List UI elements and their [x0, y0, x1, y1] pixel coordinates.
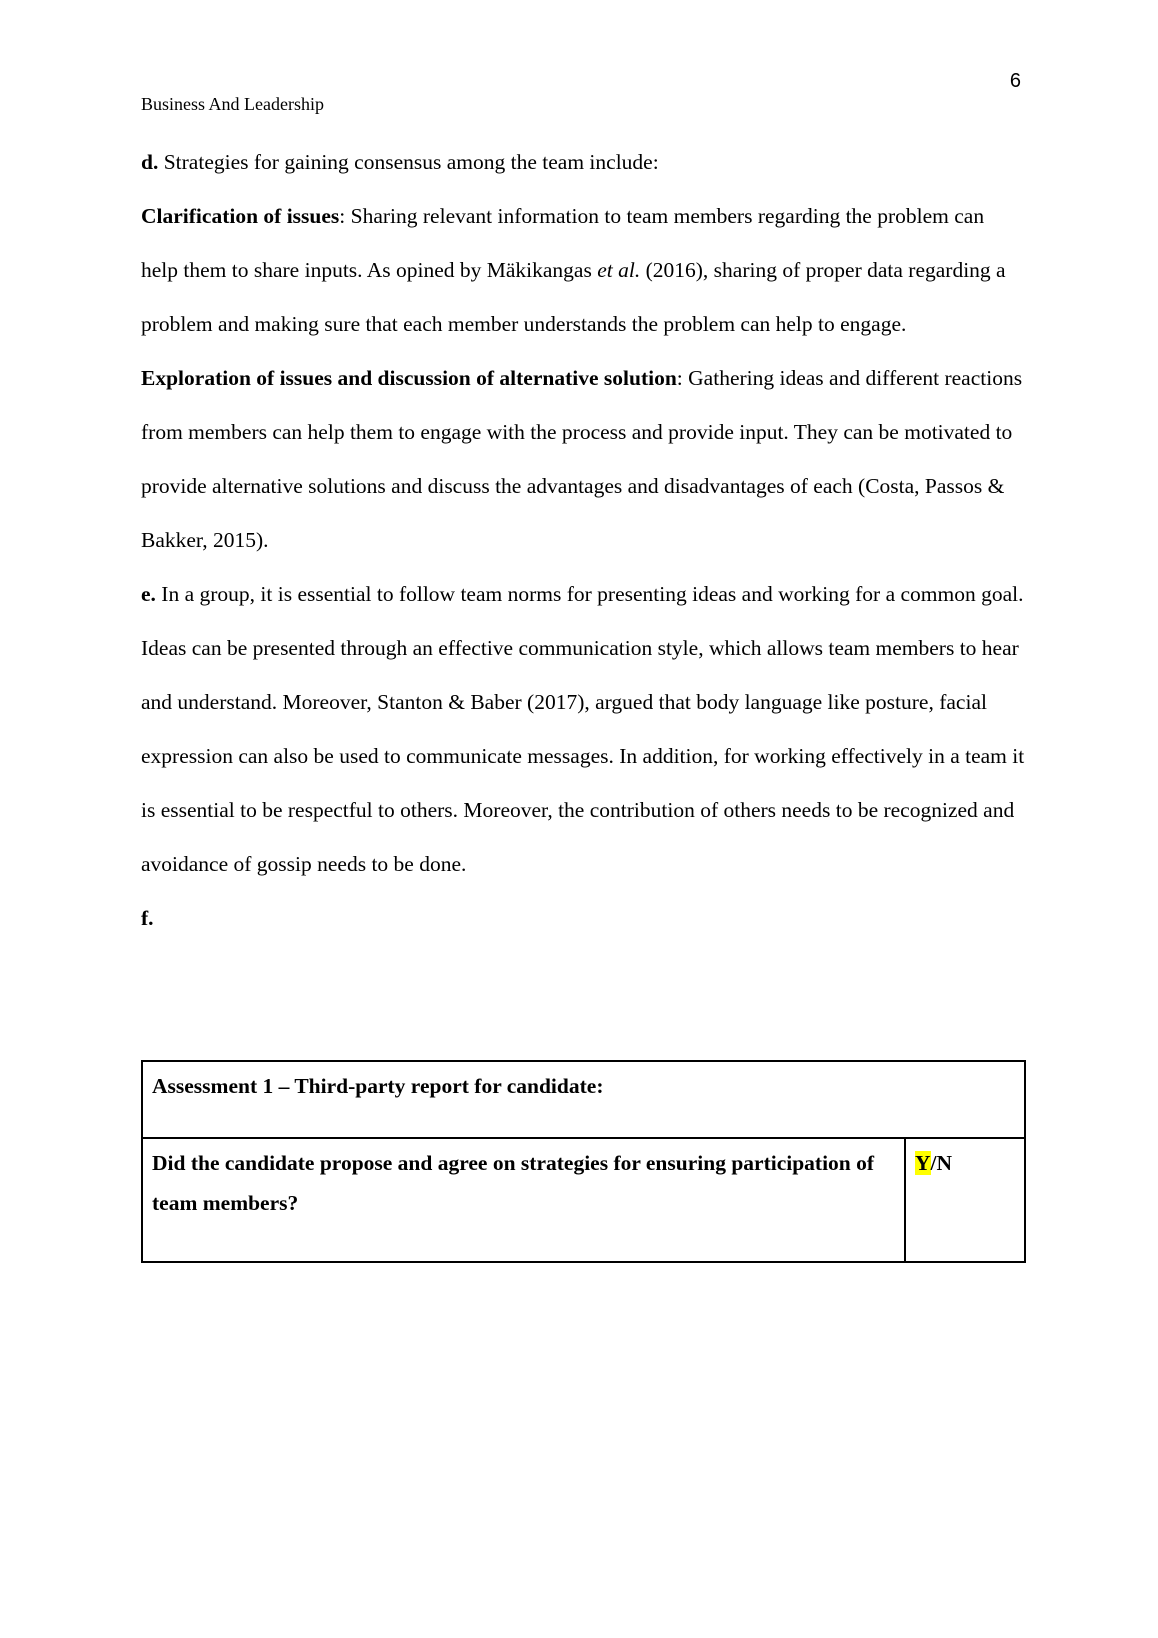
assessment-title-cell — [142, 1061, 1025, 1138]
section-d-label: d. — [141, 150, 159, 174]
table-row — [142, 1138, 1025, 1262]
clarification-heading: Clarification of issues — [141, 204, 340, 228]
assessment-question: Did the candidate propose and agree on strategies for ensuring participation of team members? — [152, 1151, 875, 1215]
exploration-paragraph — [141, 351, 1026, 567]
section-d-intro — [141, 135, 1026, 189]
question-cell — [142, 1138, 905, 1262]
answer-cell — [905, 1138, 1025, 1262]
document-body — [141, 135, 1026, 945]
clarification-text-1: : Sharing relevant information to team members regarding the problem can help them to share inputs. As opined by Mäkikangas — [141, 204, 985, 282]
clarification-text-2: (2016), sharing of proper data regarding a problem and making sure that each member understands the problem can help to engage. — [141, 258, 1006, 336]
clarification-italic: et al. — [597, 258, 641, 282]
page-number: 6 — [1009, 70, 1021, 92]
exploration-heading: Exploration of issues and discussion of alternative solution — [141, 366, 677, 390]
exploration-text: : Gathering ideas and different reactions from members can help them to engage with the process and provide input. They can be motivated to provide alternative solutions and discuss the advantages and disadvantages of each (Costa, Passos & Bakker, 2015). — [141, 366, 1023, 552]
answer-selected: Y — [915, 1151, 931, 1175]
section-e-label: e. — [141, 582, 156, 606]
section-e-text: In a group, it is essential to follow team norms for presenting ideas and working for a common goal. Ideas can be presented through an effective communication style, which allows team members to hear and understand. Moreover, Stanton & Baber (2017), argued that body language like posture, facial expression can also be used to communicate messages. In addition, for working effectively in a team it is essential to be respectful to others. Moreover, the contribution of others needs to be recognized and avoidance of gossip needs to be done. — [141, 582, 1025, 876]
section-e-paragraph — [141, 567, 1026, 891]
assessment-report-table — [141, 1060, 1026, 1263]
section-f-label: f. — [141, 906, 154, 930]
answer-rest: /N — [930, 1151, 953, 1175]
clarification-paragraph — [141, 189, 1026, 351]
section-f-paragraph — [141, 891, 1026, 945]
section-d-intro-text: Strategies for gaining consensus among the team include: — [158, 150, 659, 174]
table-row — [142, 1061, 1025, 1138]
assessment-title: Assessment 1 – Third-party report for candidate: — [152, 1074, 604, 1098]
running-head: Business And Leadership — [141, 94, 324, 114]
